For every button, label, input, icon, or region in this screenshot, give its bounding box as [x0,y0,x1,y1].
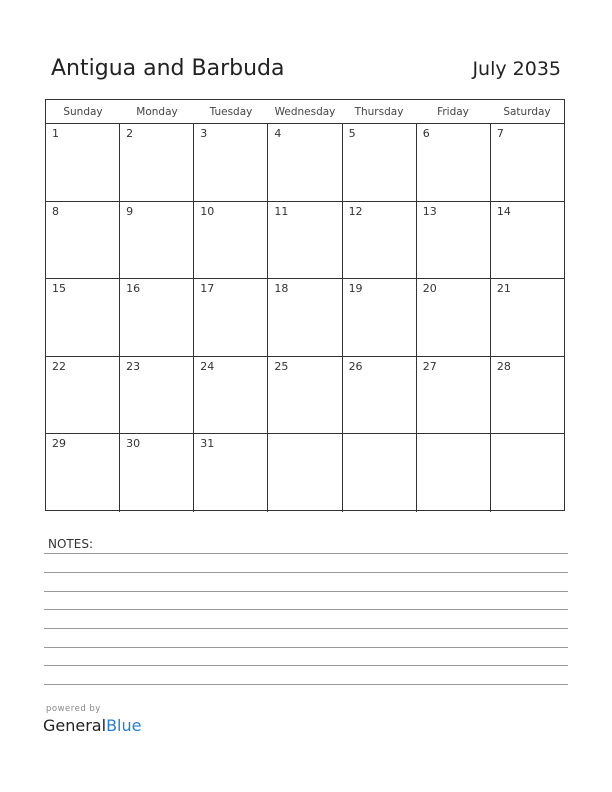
logo-blue-text: Blue [106,716,142,735]
notes-line [44,572,568,573]
month-calendar-grid [45,99,565,511]
day-cell: 8 [46,202,120,279]
day-cell: 6 [417,124,491,201]
logo-general-text: General [43,716,107,735]
weekday-friday: Friday [437,106,469,118]
day-cell: 28 [496,359,511,373]
weekday-wednesday: Wednesday [274,106,336,118]
weekday-monday: Monday [136,106,178,118]
day-cell [268,434,342,512]
powered-by-text: powered by [46,704,101,714]
weekday-header-row [46,100,564,124]
day-cell [343,434,417,512]
notes-line [44,609,568,610]
notes-line [44,647,568,648]
day-cell: 14 [496,204,511,218]
day-cell: 16 [120,279,194,356]
day-cell: 1 [46,124,120,201]
notes-label: NOTES: [48,537,93,551]
day-cell: 3 [194,124,268,201]
day-cell: 18 [268,279,342,356]
weekday-saturday: Saturday [503,106,551,118]
week-row [46,279,564,357]
week-row [46,124,564,202]
day-cell: 15 [46,279,120,356]
day-cell: 23 [120,357,194,434]
day-cell: 12 [343,202,417,279]
day-cell [491,434,564,512]
notes-line [44,553,568,554]
calendar-country-title: Antigua and Barbuda [51,56,285,81]
day-cell: 10 [194,202,268,279]
weekday-thursday: Thursday [354,106,404,118]
week-row [46,202,564,280]
notes-line [44,628,568,629]
day-cell: 26 [343,357,417,434]
day-cell: 11 [268,202,342,279]
generalblue-logo[interactable] [43,716,141,735]
day-cell: 13 [417,202,491,279]
week-row [46,357,564,435]
day-cell: 19 [343,279,417,356]
notes-line [44,665,568,666]
notes-line [44,591,568,592]
day-cell: 4 [268,124,342,201]
day-cell: 7 [496,127,504,140]
notes-line [44,684,568,685]
calendar-month-title: July 2035 [472,58,561,80]
day-cell: 17 [194,279,268,356]
day-cell: 2 [120,124,194,201]
day-cell: 27 [417,357,491,434]
day-cell: 31 [194,434,268,512]
day-cell: 30 [120,434,194,512]
day-cell: 9 [120,202,194,279]
day-cell: 20 [417,279,491,356]
weekday-sunday: Sunday [63,106,103,118]
day-cell: 24 [194,357,268,434]
day-cell: 25 [268,357,342,434]
day-cell: 29 [46,434,120,512]
week-row [46,434,564,512]
day-cell [417,434,491,512]
day-cell: 21 [496,282,511,296]
day-cell: 5 [343,124,417,201]
day-cell: 22 [46,357,120,434]
weekday-tuesday: Tuesday [209,106,253,118]
